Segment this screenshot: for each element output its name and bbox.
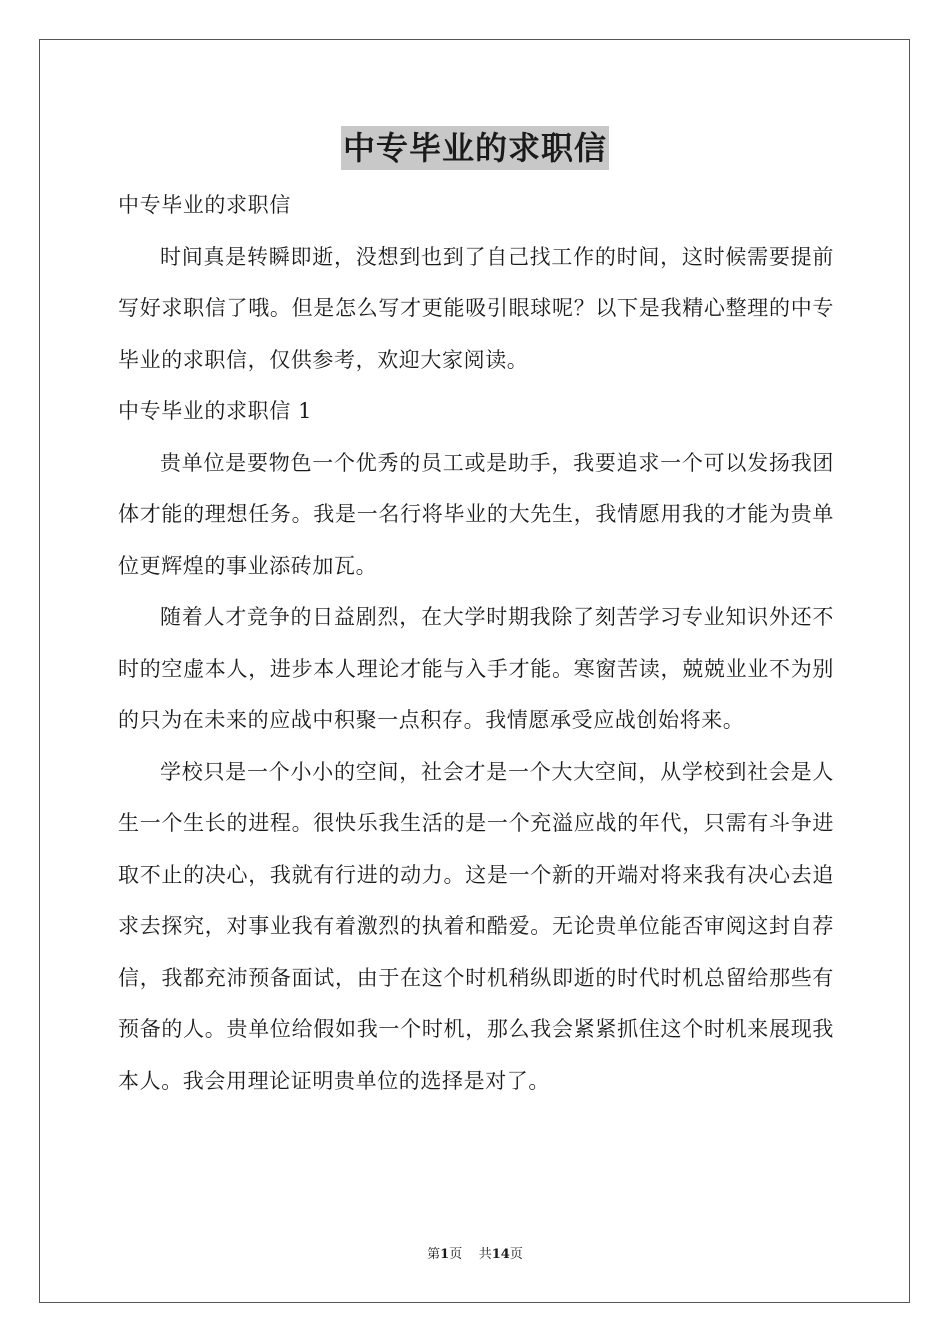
body-paragraph-1: 贵单位是要物色一个优秀的员工或是助手，我要追求一个可以发扬我团体才能的理想任务。我是一名行将毕业的大先生，我情愿用我的才能为贵单位更辉煌的事业添砖加瓦。 [118,450,834,578]
body-paragraph-3: 学校只是一个小小的空间，社会才是一个大大空间，从学校到社会是人生一个生长的进程。很快乐我生活的是一个充溢应战的年代，只需有斗争进取不止的决心，我就有行进的动力。这是一个新的开端对将来我有决心去追求去探究，对事业我有着激烈的执着和酷爱。无论贵单位能否审阅这封自荐信，我都充沛预备面试，由于在这个时机稍纵即逝的时代时机总留给那些有预备的人。贵单位给假如我一个时机，那么我会紧紧抓住这个时机来展现我本人。我会用理论证明贵单位的选择是对了。 [118,759,834,1093]
footer-page-prefix: 第 [427,1247,441,1262]
title-container [0,126,950,170]
footer-page-suffix: 页 [449,1247,463,1262]
footer-page-number: 1 [440,1247,450,1262]
footer-total-prefix: 共 [478,1247,492,1262]
document-subtitle: 中专毕业的求职信 [118,193,291,217]
document-body [118,180,834,1107]
document-title: 中专毕业的求职信 [341,126,609,170]
section-heading: 中专毕业的求职信 1 [118,399,313,423]
page-footer [0,1246,950,1264]
body-paragraph-2: 随着人才竞争的日益剧烈，在大学时期我除了刻苦学习专业知识外还不时的空虚本人，进步本人理论才能与入手才能。寒窗苦读，兢兢业业不为别的只为在未来的应战中积聚一点积存。我情愿承受应战创始将来。 [118,605,834,732]
footer-total-suffix: 页 [509,1247,523,1262]
footer-total-pages: 14 [491,1247,510,1262]
intro-paragraph: 时间真是转瞬即逝，没想到也到了自己找工作的时间，这时候需要提前写好求职信了哦。但是怎么写才更能吸引眼球呢？以下是我精心整理的中专毕业的求职信，仅供参考，欢迎大家阅读。 [118,244,834,372]
